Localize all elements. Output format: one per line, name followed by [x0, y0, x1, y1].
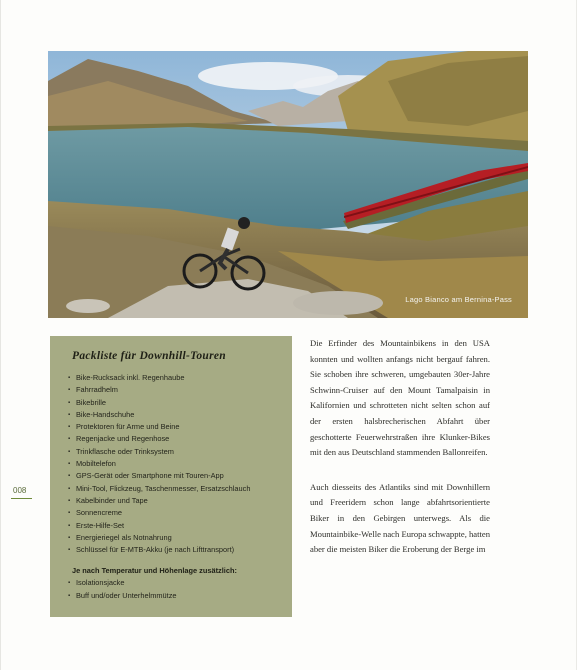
hero-photo — [48, 51, 528, 318]
list-item: ▪ Bike-Rucksack inkl. Regenhaube — [68, 372, 282, 384]
list-item: ▪ Mini-Tool, Flickzeug, Taschenmesser, Ersatzschlauch — [68, 483, 282, 495]
list-item: ▪ Trinkflasche oder Trinksystem — [68, 446, 282, 458]
list-item: ▪ Energieriegel als Notnahrung — [68, 532, 282, 544]
list-item: ▪ Buff und/oder Unterhelmmütze — [68, 590, 282, 602]
mountain-lake-illustration — [48, 51, 528, 318]
list-item: ▪ Bikebrille — [68, 397, 282, 409]
list-item: ▪ Mobiltelefon — [68, 458, 282, 470]
packing-list-title: Packliste für Downhill-Touren — [72, 350, 226, 362]
list-item: ▪ Sonnencreme — [68, 507, 282, 519]
list-item: ▪ Erste-Hilfe-Set — [68, 520, 282, 532]
list-item: ▪ GPS-Gerät oder Smartphone mit Touren-App — [68, 470, 282, 482]
list-item: ▪ Protektoren für Arme und Beine — [68, 421, 282, 433]
packing-list-subheading: Je nach Temperatur und Höhenlage zusätzlich: — [72, 566, 237, 576]
paragraph: Die Erfinder des Mountainbikens in den USA konnten und wollten anfangs nicht bergauf fahren. Sie schoben ihre schweren, umgebauten 30er-Jahre Schwinn-Cruiser auf den Mount Tamalpaisin in Kalifornien und schrotteten nicht selten schon auf der ersten halsbrecherischen Abfahrt über geschotterte Feuerwehrstraßen ihre Klunker-Bikes mit den aus Deutschland stammenden Ballonreifen. — [310, 338, 490, 458]
list-item: ▪ Schlüssel für E-MTB-Akku (je nach Lifttransport) — [68, 544, 282, 556]
packing-list — [68, 372, 282, 556]
list-item: ▪ Bike-Handschuhe — [68, 409, 282, 421]
page-number-rule — [11, 498, 32, 499]
list-item: ▪ Regenjacke und Regenhose — [68, 433, 282, 445]
paragraph: Auch diesseits des Atlantiks sind mit Downhillern und Freeridern schon lange abfahrtsorientierte Biker in den Gebirgen unterwegs. Als die Mountainbike-Welle nach Europa schwappte, hatten aber die meisten Biker die Eroberung der Berge im — [310, 481, 490, 555]
packing-list-extra — [68, 577, 282, 602]
packing-list-box — [50, 336, 292, 617]
photo-caption: Lago Bianco am Bernina-Pass — [405, 295, 512, 304]
list-item: ▪ Kabelbinder und Tape — [68, 495, 282, 507]
page-number: 008 — [13, 486, 27, 495]
list-item: ▪ Fahrradhelm — [68, 384, 282, 396]
list-item: ▪ Isolationsjacke — [68, 577, 282, 589]
body-text — [310, 336, 490, 577]
